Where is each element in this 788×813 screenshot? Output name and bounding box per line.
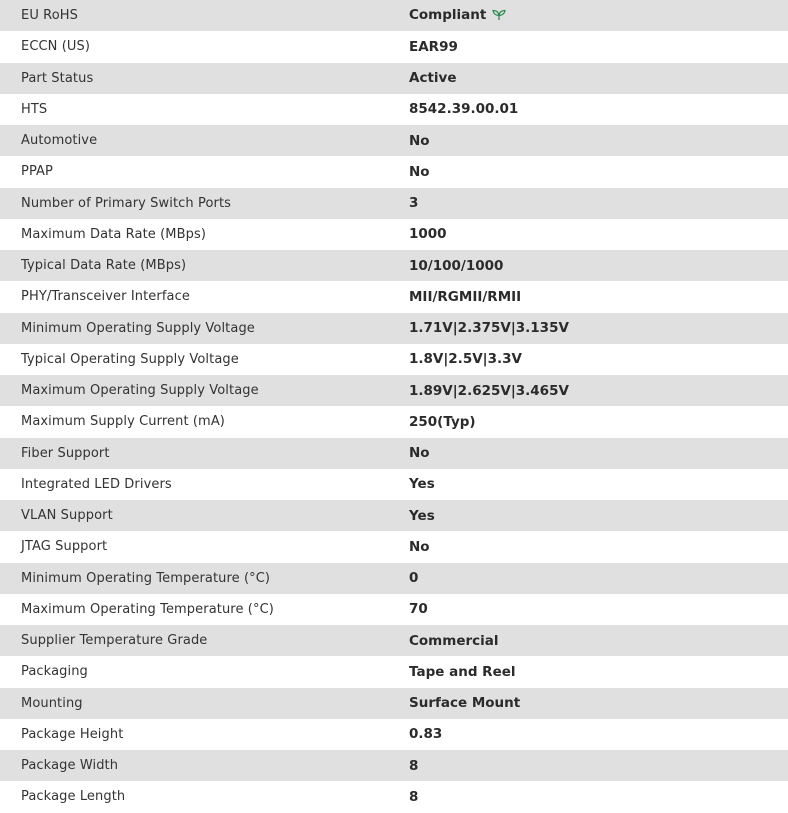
spec-label: Minimum Operating Temperature (°C) bbox=[21, 570, 271, 586]
spec-label: Supplier Temperature Grade bbox=[21, 633, 208, 649]
leaf-icon bbox=[492, 9, 506, 25]
spec-row bbox=[0, 0, 788, 31]
spec-label: Maximum Data Rate (MBps) bbox=[21, 226, 207, 242]
spec-label: PHY/Transceiver Interface bbox=[21, 289, 190, 305]
spec-row bbox=[0, 250, 788, 281]
spec-value: Yes bbox=[409, 476, 435, 493]
spec-label: JTAG Support bbox=[21, 539, 108, 555]
spec-row bbox=[0, 656, 788, 687]
spec-row bbox=[0, 781, 788, 812]
spec-value: 8 bbox=[409, 788, 419, 805]
spec-label: Maximum Operating Temperature (°C) bbox=[21, 601, 274, 617]
spec-label: Fiber Support bbox=[21, 445, 110, 461]
spec-value: No bbox=[409, 132, 430, 149]
spec-label: Automotive bbox=[21, 133, 98, 149]
spec-row bbox=[0, 438, 788, 469]
spec-value: 0.83 bbox=[409, 726, 443, 743]
spec-row bbox=[0, 500, 788, 531]
spec-value: 0 bbox=[409, 570, 419, 587]
spec-row bbox=[0, 406, 788, 437]
spec-value: Surface Mount bbox=[409, 695, 521, 712]
spec-value: No bbox=[409, 445, 430, 462]
spec-value: 1000 bbox=[409, 226, 447, 243]
spec-row bbox=[0, 219, 788, 250]
spec-row bbox=[0, 188, 788, 219]
spec-row bbox=[0, 63, 788, 94]
spec-value: Commercial bbox=[409, 632, 499, 649]
spec-value: EAR99 bbox=[409, 38, 458, 55]
spec-value: 1.8V|2.5V|3.3V bbox=[409, 351, 522, 368]
spec-value: 10/100/1000 bbox=[409, 257, 504, 274]
spec-label: Maximum Supply Current (mA) bbox=[21, 414, 225, 430]
spec-value: 250(Typ) bbox=[409, 413, 476, 430]
spec-value: No bbox=[409, 163, 430, 180]
spec-row bbox=[0, 375, 788, 406]
spec-value: MII/RGMII/RMII bbox=[409, 288, 522, 305]
spec-value: Active bbox=[409, 70, 457, 87]
spec-value: Compliant bbox=[409, 6, 487, 23]
spec-row bbox=[0, 281, 788, 312]
spec-label: Minimum Operating Supply Voltage bbox=[21, 320, 255, 336]
spec-row bbox=[0, 31, 788, 62]
spec-row bbox=[0, 469, 788, 500]
spec-label: Typical Data Rate (MBps) bbox=[21, 258, 187, 274]
spec-label: Maximum Operating Supply Voltage bbox=[21, 383, 259, 399]
spec-value: 1.89V|2.625V|3.465V bbox=[409, 382, 569, 399]
spec-label: Package Length bbox=[21, 789, 126, 805]
spec-label: Number of Primary Switch Ports bbox=[21, 195, 232, 211]
spec-label: Packaging bbox=[21, 664, 88, 680]
spec-value: Tape and Reel bbox=[409, 663, 516, 680]
spec-label: VLAN Support bbox=[21, 508, 113, 524]
spec-label: Typical Operating Supply Voltage bbox=[21, 351, 239, 367]
spec-row bbox=[0, 344, 788, 375]
spec-row bbox=[0, 563, 788, 594]
spec-label: Mounting bbox=[21, 695, 83, 711]
spec-label: EU RoHS bbox=[21, 8, 78, 24]
spec-value: 8 bbox=[409, 757, 419, 774]
spec-row bbox=[0, 531, 788, 562]
spec-value-cell bbox=[409, 0, 788, 31]
spec-row bbox=[0, 125, 788, 156]
spec-row bbox=[0, 719, 788, 750]
spec-label: Package Height bbox=[21, 726, 124, 742]
spec-value: No bbox=[409, 538, 430, 555]
spec-label: ECCN (US) bbox=[21, 39, 91, 55]
spec-row bbox=[0, 625, 788, 656]
spec-row bbox=[0, 750, 788, 781]
spec-label: HTS bbox=[21, 101, 48, 117]
spec-value: Yes bbox=[409, 507, 435, 524]
spec-value: 1.71V|2.375V|3.135V bbox=[409, 320, 569, 337]
spec-row bbox=[0, 313, 788, 344]
spec-row bbox=[0, 594, 788, 625]
spec-row bbox=[0, 94, 788, 125]
spec-label: Part Status bbox=[21, 70, 94, 86]
spec-label: Integrated LED Drivers bbox=[21, 476, 172, 492]
spec-value: 70 bbox=[409, 601, 428, 618]
spec-row bbox=[0, 156, 788, 187]
spec-value: 3 bbox=[409, 195, 419, 212]
spec-label: PPAP bbox=[21, 164, 53, 180]
spec-value: 8542.39.00.01 bbox=[409, 101, 519, 118]
spec-label: Package Width bbox=[21, 758, 119, 774]
spec-row bbox=[0, 688, 788, 719]
